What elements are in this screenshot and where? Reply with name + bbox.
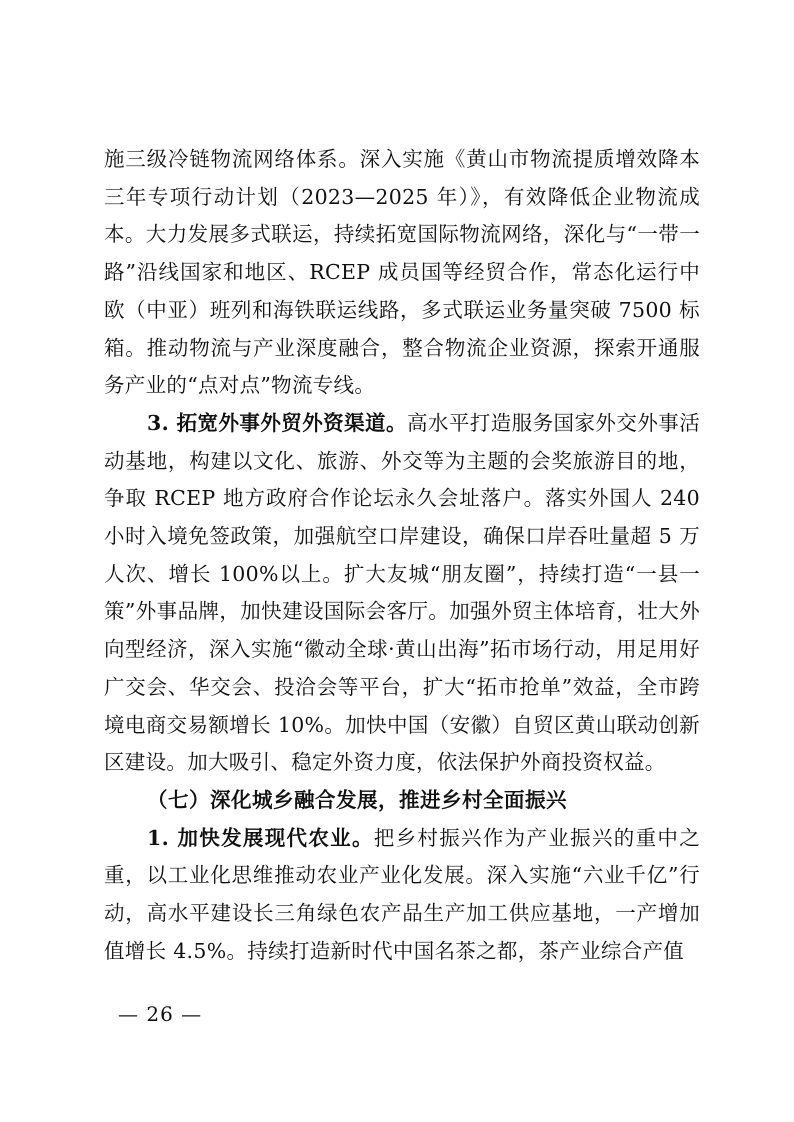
paragraph-modern-agriculture-lead: 1. 加快发展现代农业。 [147, 825, 374, 850]
document-body [104, 141, 700, 970]
paragraph-foreign-affairs-lead: 3. 拓宽外事外贸外资渠道。 [147, 410, 407, 435]
paragraph-foreign-affairs [104, 405, 700, 782]
paragraph-modern-agriculture-text: 把乡村振兴作为产业振兴的重中之重，以工业化思维推动农业产业化发展。深入实施“六业千亿”行动，高水平建设长三角绿色农产品生产加工供应基地，一产增加值增长 4.5%。持续打造新时代中国名茶之都，茶产业综合产值 [104, 825, 701, 963]
section-heading-urban-rural: （七）深化城乡融合发展，推进乡村全面振兴 [147, 787, 567, 812]
paragraph-foreign-affairs-text: 高水平打造服务国家外交外事活动基地，构建以文化、旅游、外交等为主题的会奖旅游目的地，争取 RCEP 地方政府合作论坛永久会址落户。落实外国人 240 小时入境免签政策，加强航空口岸建设，确保口岸吞吐量超 5 万人次、增长 100%以上。扩大友城“朋友圈”，持续打造“一县一策”外事品牌，加快建设国际会客厅。加强外贸主体培育，壮大外向型经济，深入实施“徽动全球·黄山出海”拓市场行动，用足用好广交会、华交会、投洽会等平台，扩大“拓市抢单”效益，全市跨境电商交易额增长 10%。加快中国（安徽）自贸区黄山联动创新区建设。加大吸引、稳定外资力度，依法保护外商投资权益。 [104, 410, 700, 775]
page-number: — 26 — [118, 1002, 203, 1026]
paragraph-logistics-text: 施三级冷链物流网络体系。深入实施《黄山市物流提质增效降本三年专项行动计划（2023—2025 年）》，有效降低企业物流成本。大力发展多式联运，持续拓宽国际物流网络，深化与“一带一路”沿线国家和地区、RCEP 成员国等经贸合作，常态化运行中欧（中亚）班列和海铁联运线路，多式联运业务量突破 7500 标箱。推动物流与产业深度融合，整合物流企业资源，探索开通服务产业的“点对点”物流专线。 [104, 147, 700, 398]
paragraph-logistics [104, 141, 700, 405]
paragraph-modern-agriculture [104, 820, 700, 971]
